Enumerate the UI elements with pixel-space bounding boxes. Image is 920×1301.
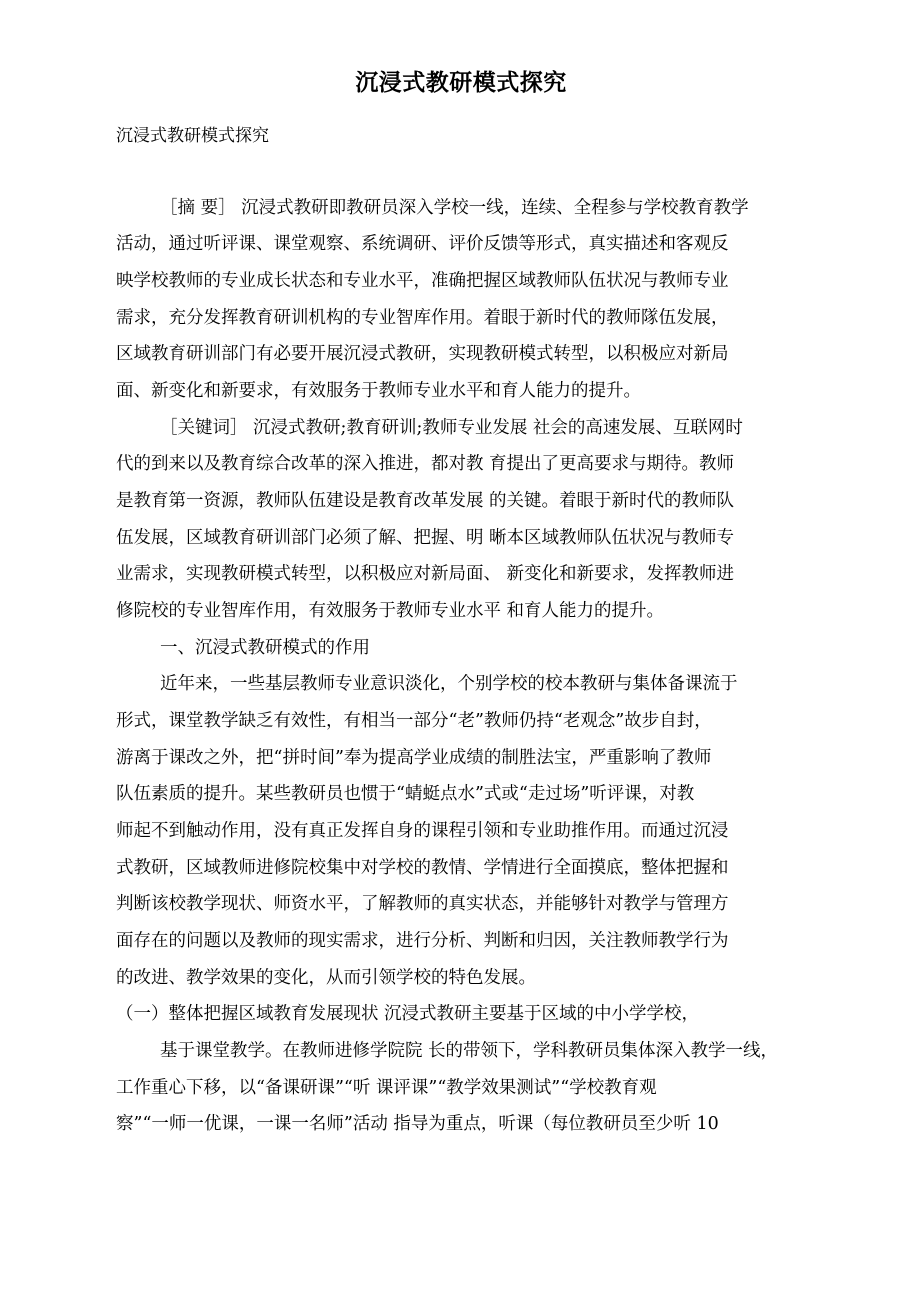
body-line: （一）整体把握区域教育发展现状 沉浸式教研主要基于区域的中小学学校， xyxy=(116,1004,700,1024)
abstract-line: 面、新变化和新要求，有效服务于教师专业水平和育人能力的提升。 xyxy=(116,381,641,401)
document-title: 沉浸式教研模式探究 xyxy=(355,69,567,96)
abstract-line: 活动，通过听评课、课堂观察、系统调研、评价反馈等形式，真实描述和客观反 xyxy=(116,234,729,254)
body-line: 队伍素质的提升。某些教研员也惯于“蜻蜓点水”式或“走过场”听评课，对教 xyxy=(116,784,695,804)
abstract-line: ［摘 要］ 沉浸式教研即教研员深入学校一线，连续、全程参与学校教育教学 xyxy=(160,198,749,218)
body-line: 近年来，一些基层教师专业意识淡化，个别学校的校本教研与集体备课流于 xyxy=(160,674,738,694)
abstract-line: 需求，充分发挥教育研训机构的专业智库作用。着眼于新时代的教师隊伍发展， xyxy=(116,308,729,328)
keywords-line: 修院校的专业智库作用，有效服务于教师专业水平 和育人能力的提升。 xyxy=(116,601,665,621)
subsection-line: 察”“一师一优课，一课一名师”活动 指导为重点，听课（每位教研员至少听 10 xyxy=(116,1114,719,1134)
keywords-line: 业需求，实现教研模式转型，以积极应对新局面、 新变化和新要求，发挥教师进 xyxy=(116,564,735,584)
body-line: 判断该校教学现状、师资水平，了解教师的真实状态，并能够针对教学与管理方 xyxy=(116,894,729,914)
subsection-line: 基于课堂教学。在教师进修学院院 长的带领下，学科教研员集体深入教学一线， xyxy=(160,1041,779,1061)
body-line: 师起不到触动作用，没有真正发挥自身的课程引领和专业助推作用。而通过沉浸 xyxy=(116,821,729,841)
body-line: 形式，课堂教学缺乏有效性，有相当一部分“老”教师仍持“老观念”故步自封， xyxy=(116,711,712,731)
keywords-line: 伍发展，区域教育研训部门必须了解、把握、明 晰本区域教师队伍状况与教师专 xyxy=(116,528,735,548)
subsection-line: 工作重心下移，以“备课研课”“听 课评课”“教学效果测试”“学校教育观 xyxy=(116,1078,657,1098)
abstract-line: 映学校教师的专业成长状态和专业水平，准确把握区域教师队伍状况与教师专业 xyxy=(116,271,729,291)
keywords-line: 代的到来以及教育综合改革的深入推进，都对教 育提出了更高要求与期待。教师 xyxy=(116,454,735,474)
keywords-line: 是教育第一资源，教师队伍建设是教育改革发展 的关键。着眼于新时代的教师队 xyxy=(116,491,735,511)
body-line: 游离于课改之外，把“拼时间”奉为提高学业成绩的制胜法宝，严重影响了教师 xyxy=(116,748,712,768)
document-subtitle: 沉浸式教研模式探究 xyxy=(116,126,269,146)
abstract-line: 区域教育研训部门有必要开展沉浸式教研，实现教研模式转型，以积极应对新局 xyxy=(116,344,729,364)
keywords-line: ［关键词］ 沉浸式教研;教育研训;教师专业发展 社会的高速发展、互联网时 xyxy=(160,418,743,438)
body-line: 式教研，区域教师进修院校集中对学校的教情、学情进行全面摸底，整体把握和 xyxy=(116,858,729,878)
section-heading: 一、沉浸式教研模式的作用 xyxy=(160,638,370,658)
body-line: 面存在的问题以及教师的现实需求，进行分析、判断和归因，关注教师教学行为 xyxy=(116,931,729,951)
body-line: 的改进、教学效果的变化，从而引领学校的特色发展。 xyxy=(116,968,536,988)
